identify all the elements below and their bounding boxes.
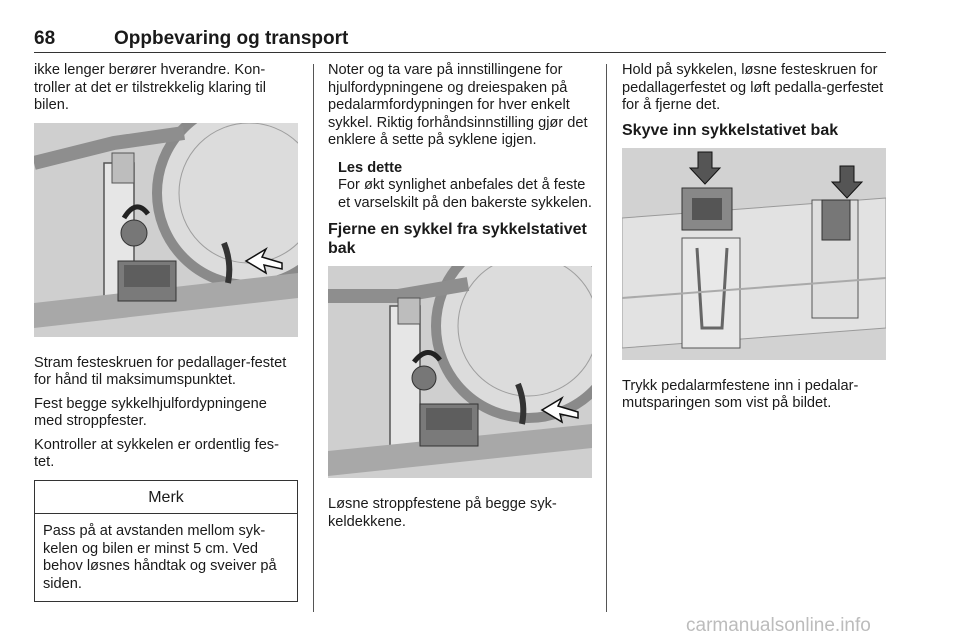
- paragraph: ikke lenger berører hverandre. Kon-troller at det er tilstrekkelig klaring til bilen.: [34, 62, 266, 113]
- paragraph: Hold på sykkelen, løsne festeskruen for pedallagerfestet og løft pedalla-gerfestet for å fjerne det.: [622, 62, 884, 113]
- paragraph: Trykk pedalarmfestene inn i pedalar-mutsparingen som vist på bildet.: [622, 377, 859, 411]
- page-number: 68: [34, 28, 56, 49]
- note-box-title: Merk: [35, 481, 297, 515]
- note-box-text: Pass på at avstanden mellom syk-kelen og bilen er minst 5 cm. Ved behov løsnes håndtak og sveiver på siden.: [43, 523, 277, 592]
- note-box: [34, 480, 298, 603]
- column-divider: [606, 64, 607, 612]
- column-right: [622, 62, 886, 419]
- column-divider: [313, 64, 314, 612]
- illustration-loosen-straps: [328, 266, 592, 478]
- note-heading: Les dette: [338, 159, 403, 176]
- page-header: [34, 28, 886, 53]
- read-this-note: [338, 160, 592, 213]
- section-heading-slide-in-rack: Skyve inn sykkelstativet bak: [622, 121, 839, 139]
- section-heading-remove-bike: Fjerne en sykkel fra sykkelstativet bak: [328, 221, 587, 257]
- note-text: For økt synlighet anbefales det å feste et varselskilt på den bakerste sykkelen.: [338, 177, 592, 211]
- paragraph: Noter og ta vare på innstillingene for hjulfordypningene og dreiespaken på pedalarmfordypningen for hver enkelt sykkel. Riktig forhåndsinnstilling gjør det enklere å sette på syklene igjen.: [328, 62, 588, 148]
- watermark: carmanualsonline.info: [686, 615, 871, 636]
- page-title: Oppbevaring og transport: [114, 28, 349, 49]
- column-middle: [328, 62, 592, 537]
- paragraph: Stram festeskruen for pedallager-festet for hånd til maksimumspunktet.: [34, 354, 287, 388]
- paragraph: Løsne stroppfestene på begge syk-keldekkene.: [328, 496, 557, 530]
- column-left: [34, 62, 298, 602]
- illustration-tighten-pedal-mount: [34, 123, 298, 337]
- paragraph: Fest begge sykkelhjulfordypningene med stroppfester.: [34, 395, 267, 429]
- paragraph: Kontroller at sykkelen er ordentlig fes-tet.: [34, 436, 279, 470]
- illustration-press-pedal-mounts: [622, 148, 886, 360]
